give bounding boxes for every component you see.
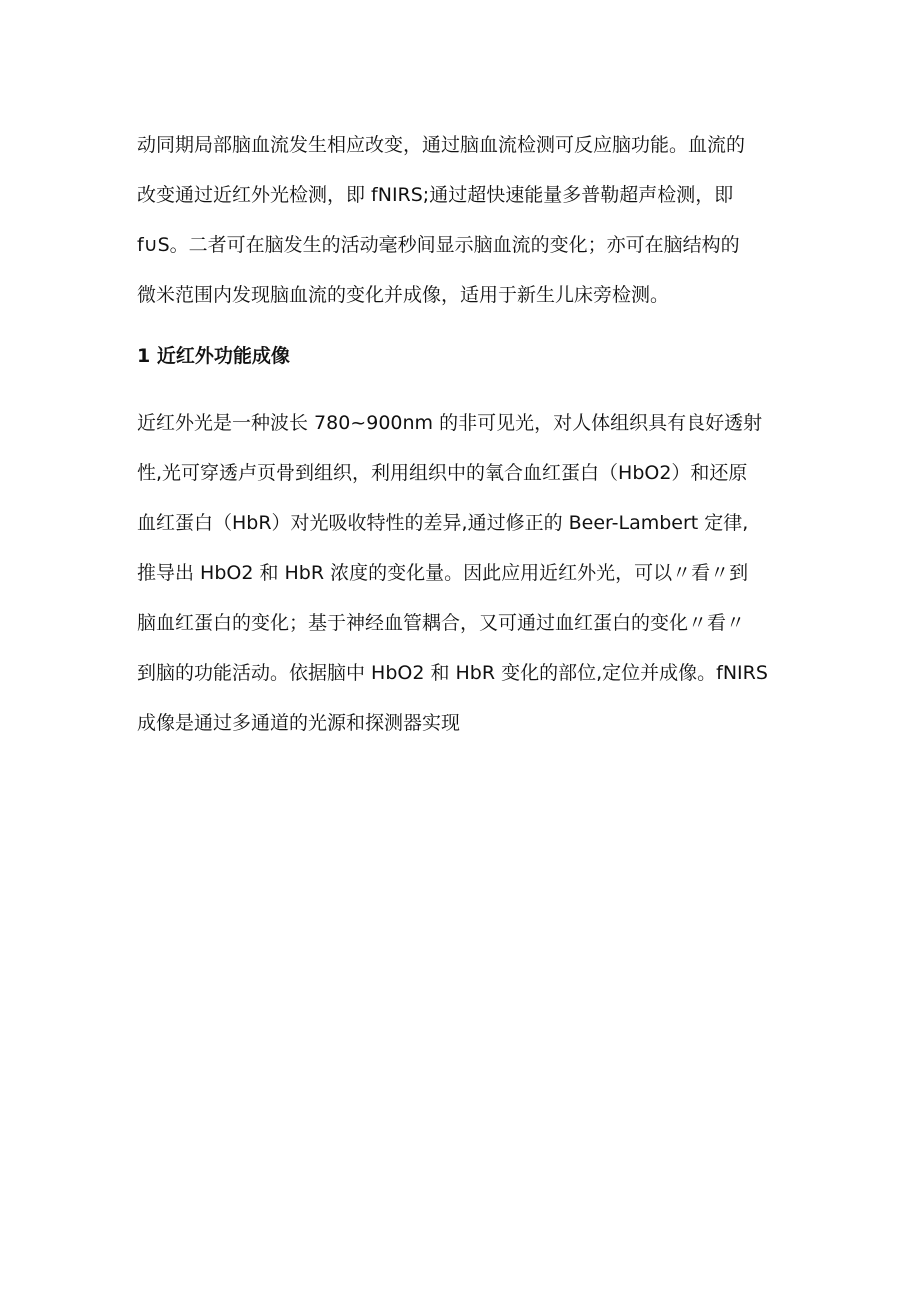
paragraph-2-line: 近红外光是一种波长 780~900nm 的非可见光，对人体组织具有良好透射 (137, 412, 763, 434)
paragraph-2 (137, 410, 787, 760)
paragraph-2-line: 性,光可穿透卢页骨到组织，利用组织中的氧合血红蛋白（HbO2）和还原 (137, 462, 748, 484)
paragraph-1-line: 动同期局部脑血流发生相应改变，通过脑血流检测可反应脑功能。血流的 (137, 134, 746, 156)
paragraph-1 (137, 132, 787, 332)
paragraph-2-line: 脑血红蛋白的变化；基于神经血管耦合，又可通过血红蛋白的变化〃看〃 (137, 612, 746, 634)
paragraph-1-line: f∪S。二者可在脑发生的活动毫秒间显示脑血流的变化；亦可在脑结构的 (137, 234, 740, 256)
paragraph-2-line: 推导出 HbO2 和 HbR 浓度的变化量。因此应用近红外光，可以〃看〃到 (137, 562, 749, 584)
paragraph-1-line: 改变通过近红外光检测，即 fNIRS;通过超快速能量多普勒超声检测，即 (137, 184, 734, 206)
paragraph-2-line: 到脑的功能活动。依据脑中 HbO2 和 HbR 变化的部位,定位并成像。fNIRS (137, 662, 768, 684)
paragraph-2-line: 血红蛋白（HbR）对光吸收特性的差异,通过修正的 Beer-Lambert 定律, (137, 512, 749, 534)
paragraph-2-line: 成像是通过多通道的光源和探测器实现 (137, 712, 461, 734)
paragraph-1-line: 微米范围内发现脑血流的变化并成像，适用于新生儿床旁检测。 (137, 284, 670, 306)
section-heading: 1 近红外功能成像 (137, 345, 290, 367)
